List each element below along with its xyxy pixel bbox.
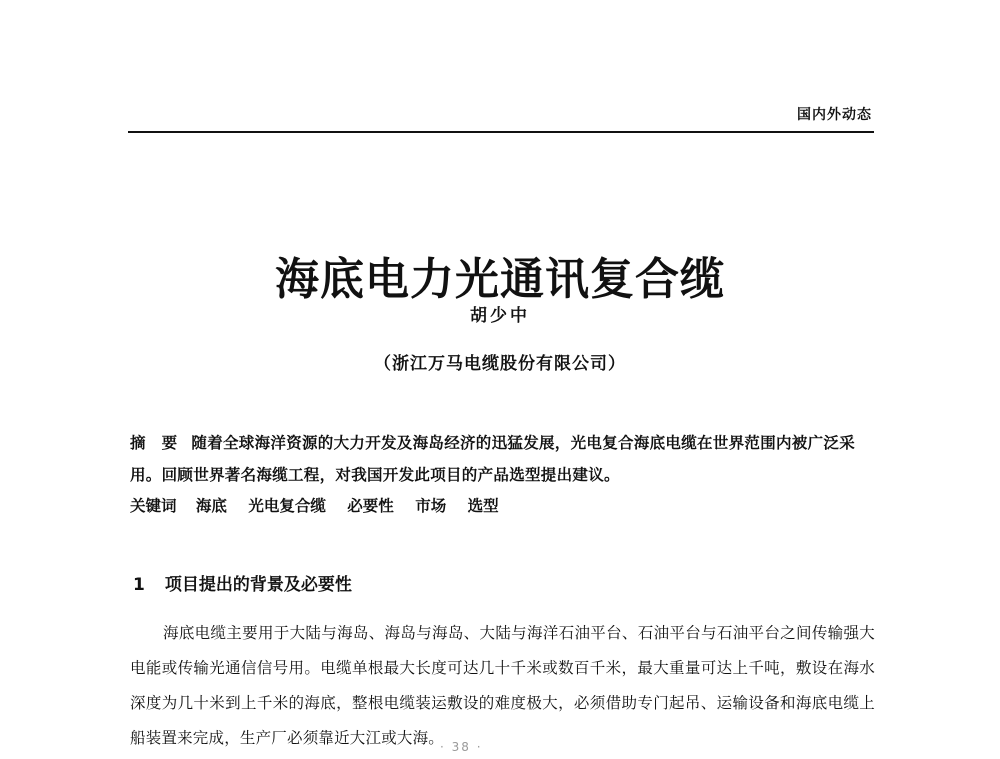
abstract-text: 随着全球海洋资源的大力开发及海岛经济的迅猛发展，光电复合海底电缆在世界范围内被广泛采用。回顾世界著名海缆工程，对我国开发此项目的产品选型提出建议。 [130, 433, 856, 484]
body-paragraph: 海底电缆主要用于大陆与海岛、海岛与海岛、大陆与海洋石油平台、石油平台与石油平台之间传输强大电能或传输光通信信号用。电缆单根最大长度可达几十千米或数百千米，最大重量可达上千吨，敷设在海水深度为几十米到上千米的海底，整根电缆装运敷设的难度极大，必须借助专门起吊、运输设备和海底电缆上船装置来完成，生产厂必须靠近大江或大海。 [130, 623, 875, 747]
section-title: 项目提出的背景及必要性 [164, 575, 352, 596]
abstract-label: 摘 要 [130, 434, 178, 452]
keywords [130, 490, 875, 522]
keywords-label: 关键词 [130, 497, 177, 515]
keyword: 必要性 [347, 496, 394, 515]
section-number: 1 [133, 575, 145, 596]
keyword: 光电复合缆 [248, 496, 326, 515]
section-tag: 国内外动态 [797, 107, 872, 123]
author-affiliation: （浙江万马电缆股份有限公司） [374, 354, 626, 374]
keyword: 海底 [195, 496, 227, 515]
article-title: 海底电力光通讯复合缆 [275, 254, 725, 306]
page-number: · 38 · [440, 740, 483, 754]
header-rule [128, 131, 874, 133]
abstract [130, 427, 875, 490]
keyword: 选型 [467, 496, 499, 515]
author-name: 胡少中 [470, 306, 530, 326]
section-heading [133, 570, 352, 595]
keyword: 市场 [415, 496, 447, 515]
